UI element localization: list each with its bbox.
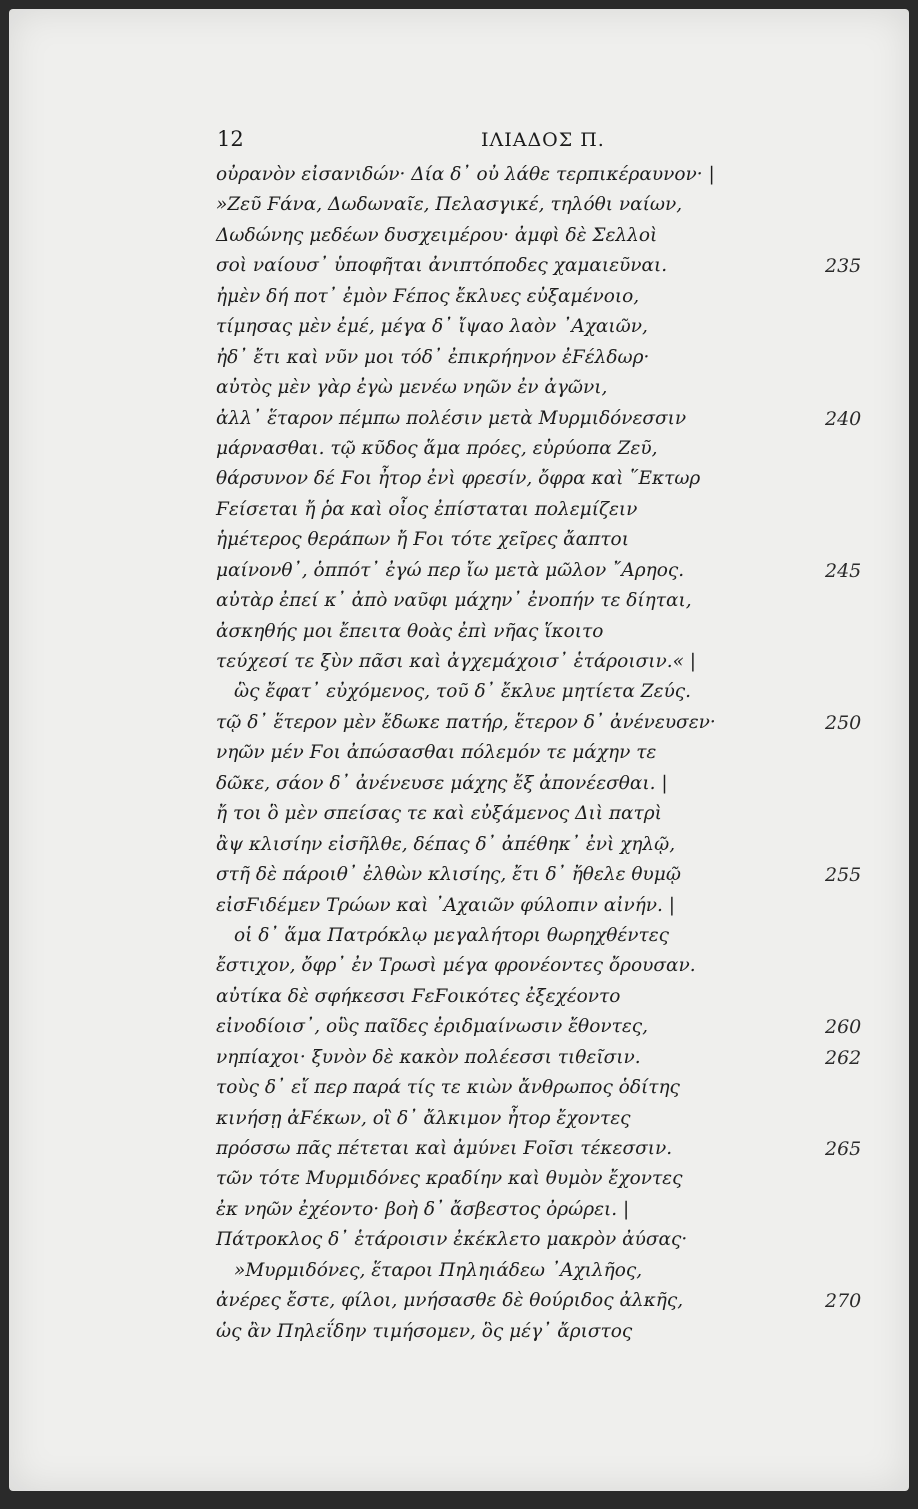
verse-line	[9, 313, 909, 343]
verse-line	[9, 922, 909, 952]
line-number: 245	[825, 559, 862, 582]
line-number: 262	[825, 1046, 862, 1069]
verse-text: ἠμὲν δή ποτ᾽ ἐμὸν Ϝέπος ἔκλυες εὐξαμένοιο,	[216, 285, 640, 307]
verse-text: μαίνονθ᾽, ὁππότ᾽ ἐγώ περ ἴω μετὰ μῶλον ῎Αρηος.	[216, 559, 685, 581]
verse-line	[9, 557, 909, 587]
verse-text: τίμησας μὲν ἐμέ, μέγα δ᾽ ἴψαο λαὸν ᾽Αχαιῶν,	[216, 316, 648, 338]
verse-text: τῶν τότε Μυρμιδόνες κραδίην καὶ θυμὸν ἔχοντες	[216, 1168, 683, 1190]
verse-text: οὐρανὸν εἰσανιδών· Δία δ᾽ οὐ λάθε τερπικέραυνον· |	[216, 164, 715, 185]
verse-line	[9, 526, 909, 556]
verse-line	[9, 709, 909, 739]
verse-line	[9, 952, 909, 982]
verse-text: »Ζεῦ Ϝάνα, Δωδωναῖε, Πελασγικέ, τηλόθι ναίων,	[216, 194, 683, 216]
verse-text: ἤ τοι ὃ μὲν σπείσας τε καὶ εὐξάμενος Διὶ πατρὶ	[216, 803, 662, 825]
verse-line	[9, 1257, 909, 1287]
verse-text: ἀλλ᾽ ἕταρον πέμπω πολέσιν μετὰ Μυρμιδόνεσσιν	[216, 407, 687, 429]
verse-line	[9, 222, 909, 252]
line-number: 235	[825, 255, 862, 278]
verse-line	[9, 1196, 909, 1226]
verse-line	[9, 983, 909, 1013]
verse-text: ἐκ νηῶν ἐχέοντο· βοὴ δ᾽ ἄσβεστος ὀρώρει. |	[216, 1198, 630, 1220]
verse-line	[9, 587, 909, 617]
verse-text: Πάτροκλος δ᾽ ἑτάροισιν ἐκέκλετο μακρὸν ἀύσας·	[216, 1229, 688, 1251]
verse-text: ἂψ κλισίην εἰσῆλθε, δέπας δ᾽ ἀπέθηκ᾽ ἐνὶ χηλῷ,	[216, 833, 676, 855]
verse-line	[9, 618, 909, 648]
verse-text: ἠδ᾽ ἔτι καὶ νῦν μοι τόδ᾽ ἐπικρήηνον ἐϜέλδωρ·	[216, 346, 650, 368]
verse-text: αὐτὰρ ἐπεί κ᾽ ἀπὸ ναῦφι μάχην᾽ ἐνοπήν τε δίηται,	[216, 590, 692, 612]
verse-line	[9, 374, 909, 404]
verse-line	[9, 1287, 909, 1317]
verse-line	[9, 283, 909, 313]
verse-text: νηπίαχοι· ξυνὸν δὲ κακὸν πολέεσσι τιθεῖσιν.	[216, 1046, 641, 1068]
verse-text: αὐτὸς μὲν γὰρ ἐγὼ μενέω νηῶν ἐν ἀγῶνι,	[216, 377, 608, 399]
verse-line	[9, 1044, 909, 1074]
verse-text: εἰσϜιδέμεν Τρώων καὶ ᾽Αχαιῶν φύλοπιν αἰνήν. |	[216, 894, 676, 916]
verse-text: αὐτίκα δὲ σφήκεσσι ϜεϜοικότες ἐξεχέοντο	[216, 985, 621, 1007]
verse-text: τοὺς δ᾽ εἴ περ παρά τίς τε κιὼν ἄνθρωπος ὁδίτης	[216, 1077, 680, 1099]
verse-line	[9, 678, 909, 708]
verse-line	[9, 465, 909, 495]
verse-text: τεύχεσί τε ξὺν πᾶσι καὶ ἀγχεμάχοισ᾽ ἑτάροισιν.« |	[216, 651, 697, 672]
verse-line	[9, 648, 909, 678]
verse-line	[9, 191, 909, 221]
page-header	[9, 127, 909, 157]
verse-line	[9, 1074, 909, 1104]
verse-line	[9, 800, 909, 830]
verse-line	[9, 161, 909, 191]
verse-line	[9, 739, 909, 769]
verse-text: ὡς ἂν Πηλεΐδην τιμήσομεν, ὃς μέγ᾽ ἄριστος	[216, 1320, 633, 1342]
verse-text: οἱ δ᾽ ἅμα Πατρόκλῳ μεγαλήτορι θωρηχθέντες	[234, 924, 670, 946]
verse-text: ἡμέτερος θεράπων ἤ Ϝοι τότε χεῖρες ἄαπτοι	[216, 529, 629, 551]
verse-text: ἀσκηθής μοι ἔπειτα θοὰς ἐπὶ νῆας ἵκοιτο	[216, 620, 604, 642]
line-number: 270	[825, 1290, 862, 1313]
line-number: 260	[825, 1016, 862, 1039]
verse-line	[9, 1165, 909, 1195]
verse-text: δῶκε, σάον δ᾽ ἀνένευσε μάχης ἔξ ἀπονέεσθαι. |	[216, 772, 668, 794]
verse-text: θάρσυνον δέ Ϝοι ἦτορ ἐνὶ φρεσίν, ὄφρα καὶ ῞Εκτωρ	[216, 468, 701, 490]
verse-text: Ϝείσεται ἤ ῥα καὶ οἶος ἐπίσταται πολεμίζειν	[216, 498, 638, 520]
verse-text: σοὶ ναίουσ᾽ ὑποφῆται ἀνιπτόποδες χαμαιεῦναι.	[216, 255, 668, 277]
verse-line	[9, 770, 909, 800]
verse-line	[9, 1135, 909, 1165]
book-page	[9, 9, 909, 1491]
verse-line	[9, 892, 909, 922]
running-head: ΙΛΙΑΔΟΣ Π.	[481, 129, 605, 151]
verse-text: μάρνασθαι. τῷ κῦδος ἅμα πρόες, εὐρύοπα Ζεῦ,	[216, 437, 658, 459]
verse-text: κινήσῃ ἀϜέκων, οἳ δ᾽ ἄλκιμον ἦτορ ἔχοντες	[216, 1107, 631, 1129]
verse-line	[9, 861, 909, 891]
verse-text: πρόσσω πᾶς πέτεται καὶ ἀμύνει Ϝοῖσι τέκεσσιν.	[216, 1138, 673, 1159]
verse-line	[9, 405, 909, 435]
verse-text: ἀνέρες ἔστε, φίλοι, μνήσασθε δὲ θούριδος ἀλκῆς,	[216, 1290, 684, 1312]
verse-text: στῆ δὲ πάροιθ᾽ ἐλθὼν κλισίης, ἔτι δ᾽ ἤθελε θυμῷ	[216, 864, 681, 886]
verse-text: ὣς ἔφατ᾽ εὐχόμενος, τοῦ δ᾽ ἔκλυε μητίετα Ζεύς.	[234, 681, 692, 703]
verse-line	[9, 435, 909, 465]
verse-line	[9, 496, 909, 526]
verse-line	[9, 1226, 909, 1256]
verse-line	[9, 1013, 909, 1043]
verse-line	[9, 1105, 909, 1135]
verse-line	[9, 252, 909, 282]
line-number: 240	[825, 407, 862, 430]
verse-line	[9, 1318, 909, 1348]
verse-line	[9, 831, 909, 861]
verse-text: νηῶν μέν Ϝοι ἀπώσασθαι πόλεμόν τε μάχην τε	[216, 742, 657, 764]
line-number: 250	[825, 711, 862, 734]
verse-text: Δωδώνης μεδέων δυσχειμέρου· ἀμφὶ δὲ Σελλοὶ	[216, 224, 658, 246]
line-number: 265	[825, 1138, 862, 1160]
verse-text: τῷ δ᾽ ἕτερον μὲν ἔδωκε πατήρ, ἕτερον δ᾽ ἀνένευσεν·	[216, 711, 716, 733]
page-number: 12	[217, 127, 244, 151]
verse-block	[9, 161, 909, 1348]
line-number: 255	[825, 864, 862, 887]
verse-text: εἰνοδίοισ᾽, οὓς παῖδες ἐριδμαίνωσιν ἔθοντες,	[216, 1016, 648, 1038]
verse-line	[9, 344, 909, 374]
verse-text: »Μυρμιδόνες, ἕταροι Πηληιάδεω ᾽Αχιλῆος,	[234, 1259, 643, 1281]
verse-text: ἔστιχον, ὄφρ᾽ ἐν Τρωσὶ μέγα φρονέοντες ὄρουσαν.	[216, 955, 696, 977]
